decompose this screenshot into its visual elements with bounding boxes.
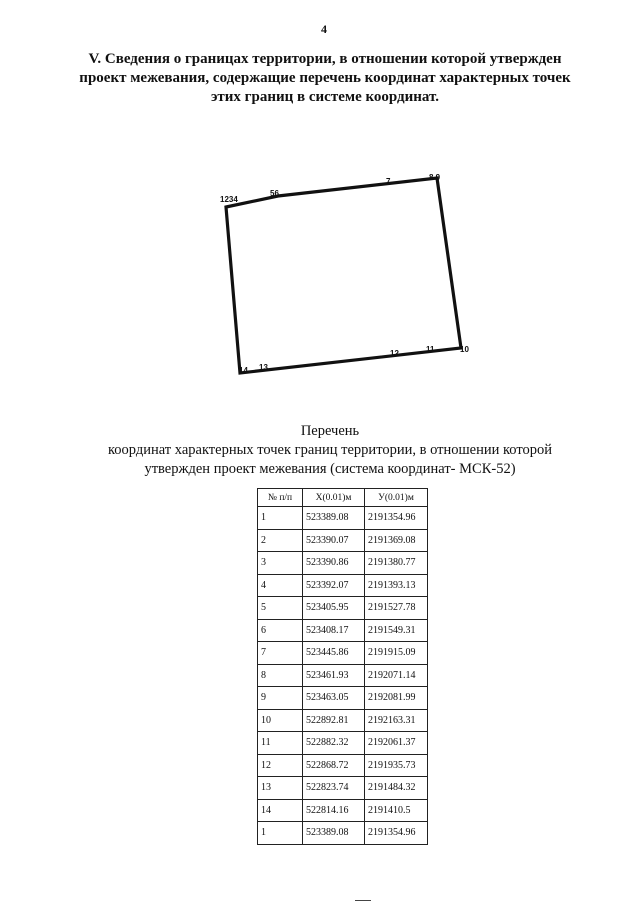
point-label-89: 8 9 bbox=[429, 173, 441, 182]
cell-y: 2191354.96 bbox=[365, 822, 428, 845]
cell-number: 12 bbox=[258, 754, 303, 777]
cell-y: 2191549.31 bbox=[365, 619, 428, 642]
header-y: У(0.01)м bbox=[365, 489, 428, 507]
cell-number: 10 bbox=[258, 709, 303, 732]
cell-number: 2 bbox=[258, 529, 303, 552]
cell-number: 11 bbox=[258, 732, 303, 755]
table-row bbox=[258, 597, 428, 620]
cell-x: 523389.08 bbox=[303, 507, 365, 530]
cell-y: 2192061.37 bbox=[365, 732, 428, 755]
cell-x: 523390.07 bbox=[303, 529, 365, 552]
cell-x: 523445.86 bbox=[303, 642, 365, 665]
cell-y: 2191484.32 bbox=[365, 777, 428, 800]
cell-y: 2192163.31 bbox=[365, 709, 428, 732]
table-row bbox=[258, 687, 428, 710]
point-label-14: 14 bbox=[239, 366, 248, 375]
cell-x: 522868.72 bbox=[303, 754, 365, 777]
point-label-7: 7 bbox=[386, 177, 391, 186]
cell-number: 4 bbox=[258, 574, 303, 597]
cell-x: 522882.32 bbox=[303, 732, 365, 755]
list-title-line: Перечень bbox=[300, 423, 360, 439]
table-row bbox=[258, 777, 428, 800]
boundary-plan bbox=[0, 0, 640, 420]
cell-y: 2191527.78 bbox=[365, 597, 428, 620]
cell-number: 3 bbox=[258, 552, 303, 575]
cell-x: 523408.17 bbox=[303, 619, 365, 642]
cell-number: 14 bbox=[258, 799, 303, 822]
cell-number: 8 bbox=[258, 664, 303, 687]
header-x: X(0.01)м bbox=[303, 489, 365, 507]
cell-y: 2191354.96 bbox=[365, 507, 428, 530]
section-title-line: V. Сведения о границах территории, в отношении которой утвержден bbox=[88, 51, 562, 67]
cell-number: 5 bbox=[258, 597, 303, 620]
point-label-10: 10 bbox=[460, 345, 469, 354]
cell-y: 2191393.13 bbox=[365, 574, 428, 597]
cell-y: 2192071.14 bbox=[365, 664, 428, 687]
cell-number: 9 bbox=[258, 687, 303, 710]
cell-x: 523390.86 bbox=[303, 552, 365, 575]
table-row bbox=[258, 574, 428, 597]
table-row bbox=[258, 642, 428, 665]
cell-y: 2191380.77 bbox=[365, 552, 428, 575]
cell-x: 523392.07 bbox=[303, 574, 365, 597]
cell-y: 2191935.73 bbox=[365, 754, 428, 777]
table-row bbox=[258, 552, 428, 575]
list-title-line: координат характерных точек границ территории, в отношении которой bbox=[107, 442, 553, 458]
table-header-row bbox=[258, 489, 428, 507]
cell-y: 2191410.5 bbox=[365, 799, 428, 822]
page-number: 4 bbox=[321, 22, 327, 36]
cell-x: 522892.81 bbox=[303, 709, 365, 732]
coordinates-table bbox=[257, 488, 428, 845]
section-title-line: этих границ в системе координат. bbox=[210, 89, 440, 105]
table-row bbox=[258, 529, 428, 552]
point-label-12: 12 bbox=[390, 349, 399, 358]
list-title-line: утвержден проект межевания (система координат- МСК-52) bbox=[144, 461, 516, 477]
cell-x: 523461.93 bbox=[303, 664, 365, 687]
point-label-11: 11 bbox=[426, 345, 435, 354]
table-row bbox=[258, 619, 428, 642]
cell-number: 1 bbox=[258, 507, 303, 530]
cell-number: 7 bbox=[258, 642, 303, 665]
cell-x: 523463.05 bbox=[303, 687, 365, 710]
header-number: № п/п bbox=[258, 489, 303, 507]
table-row bbox=[258, 754, 428, 777]
point-label-56: 56 bbox=[270, 189, 279, 198]
cell-x: 523389.08 bbox=[303, 822, 365, 845]
cell-y: 2191369.08 bbox=[365, 529, 428, 552]
section-title-line: проект межевания, содержащие перечень координат характерных точек bbox=[79, 70, 571, 86]
cell-number: 13 bbox=[258, 777, 303, 800]
table-row bbox=[258, 709, 428, 732]
point-label-1234: 1234 bbox=[220, 195, 238, 204]
cell-number: 1 bbox=[258, 822, 303, 845]
cell-number: 6 bbox=[258, 619, 303, 642]
cell-x: 523405.95 bbox=[303, 597, 365, 620]
cell-x: 522814.16 bbox=[303, 799, 365, 822]
table-row bbox=[258, 732, 428, 755]
table-row bbox=[258, 822, 428, 845]
cell-y: 2191915.09 bbox=[365, 642, 428, 665]
point-label-13: 13 bbox=[259, 363, 268, 372]
boundary-polygon bbox=[226, 178, 461, 373]
table-row bbox=[258, 664, 428, 687]
table-row bbox=[258, 507, 428, 530]
cell-y: 2192081.99 bbox=[365, 687, 428, 710]
table-row bbox=[258, 799, 428, 822]
list-title bbox=[40, 422, 620, 479]
cell-x: 522823.74 bbox=[303, 777, 365, 800]
scan-mark bbox=[355, 900, 371, 901]
